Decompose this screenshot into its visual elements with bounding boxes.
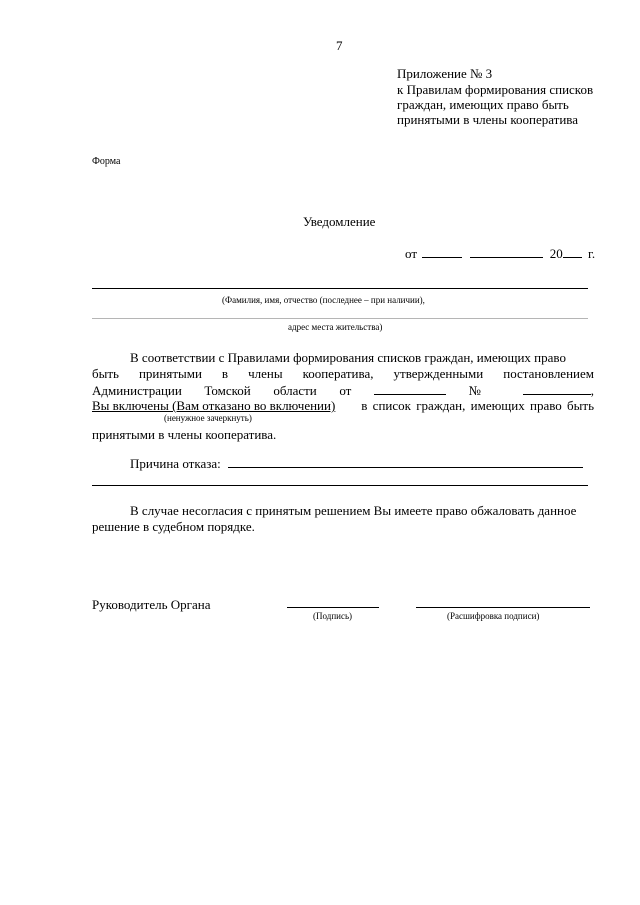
recipient-name-line[interactable] (92, 288, 588, 289)
header-line: принятыми в члены кооператива (397, 112, 579, 127)
resolution-date-field[interactable] (374, 382, 446, 395)
signature-decode-field[interactable] (416, 607, 590, 608)
number-sign: № (468, 383, 501, 398)
header-line: к Правилам формирования списков (397, 82, 594, 97)
recipient-address-line[interactable] (92, 318, 588, 319)
page-number: 7 (336, 38, 343, 53)
header-line: Приложение № 3 (397, 66, 493, 81)
body-line-1: В соответствии с Правилами формирования списков граждан, имеющих право (130, 350, 566, 365)
month-field[interactable] (470, 245, 543, 258)
body-line-2: быть принятыми в члены кооператива, утвержденными постановлением (92, 366, 594, 381)
included-option[interactable]: Вы включены (Вам отказано во включении) (92, 398, 336, 413)
recipient-name-caption: (Фамилия, имя, отчество (последнее – при наличии), (222, 295, 425, 305)
form-label: Форма (92, 156, 121, 167)
year-suffix: г. (588, 246, 596, 261)
recipient-address-caption: адрес места жительства) (288, 322, 383, 332)
appeal-line-1: В случае несогласия с принятым решением Вы имеете право обжаловать данное (130, 503, 577, 518)
header-line: граждан, имеющих право быть (397, 97, 569, 112)
refusal-reason-field-line-2[interactable] (92, 485, 588, 486)
refusal-label: Причина отказа: (130, 456, 221, 471)
year-field[interactable] (563, 245, 582, 258)
document-title: Уведомление (303, 214, 376, 229)
body-line-3: Администрации Томской области от № , (92, 383, 595, 398)
appeal-line-2: решение в судебном порядке. (92, 519, 255, 534)
body-line-4: Вы включены (Вам отказано во включении) в список граждан, имеющих право быть (92, 398, 594, 413)
date-line (405, 245, 595, 262)
date-prefix: от (405, 246, 418, 261)
body-line-5: принятыми в члены кооператива. (92, 427, 277, 442)
year-prefix: 20 (549, 246, 563, 261)
signatory-role: Руководитель Органа (92, 597, 211, 612)
signature-caption: (Подпись) (313, 611, 353, 621)
day-field[interactable] (422, 245, 462, 258)
refusal-reason-field[interactable] (228, 467, 583, 468)
signature-field[interactable] (287, 607, 379, 608)
signature-decode-caption: (Расшифровка подписи) (447, 611, 540, 621)
resolution-number-field[interactable] (523, 382, 591, 395)
strike-note: (ненужное зачеркнуть) (164, 413, 252, 423)
